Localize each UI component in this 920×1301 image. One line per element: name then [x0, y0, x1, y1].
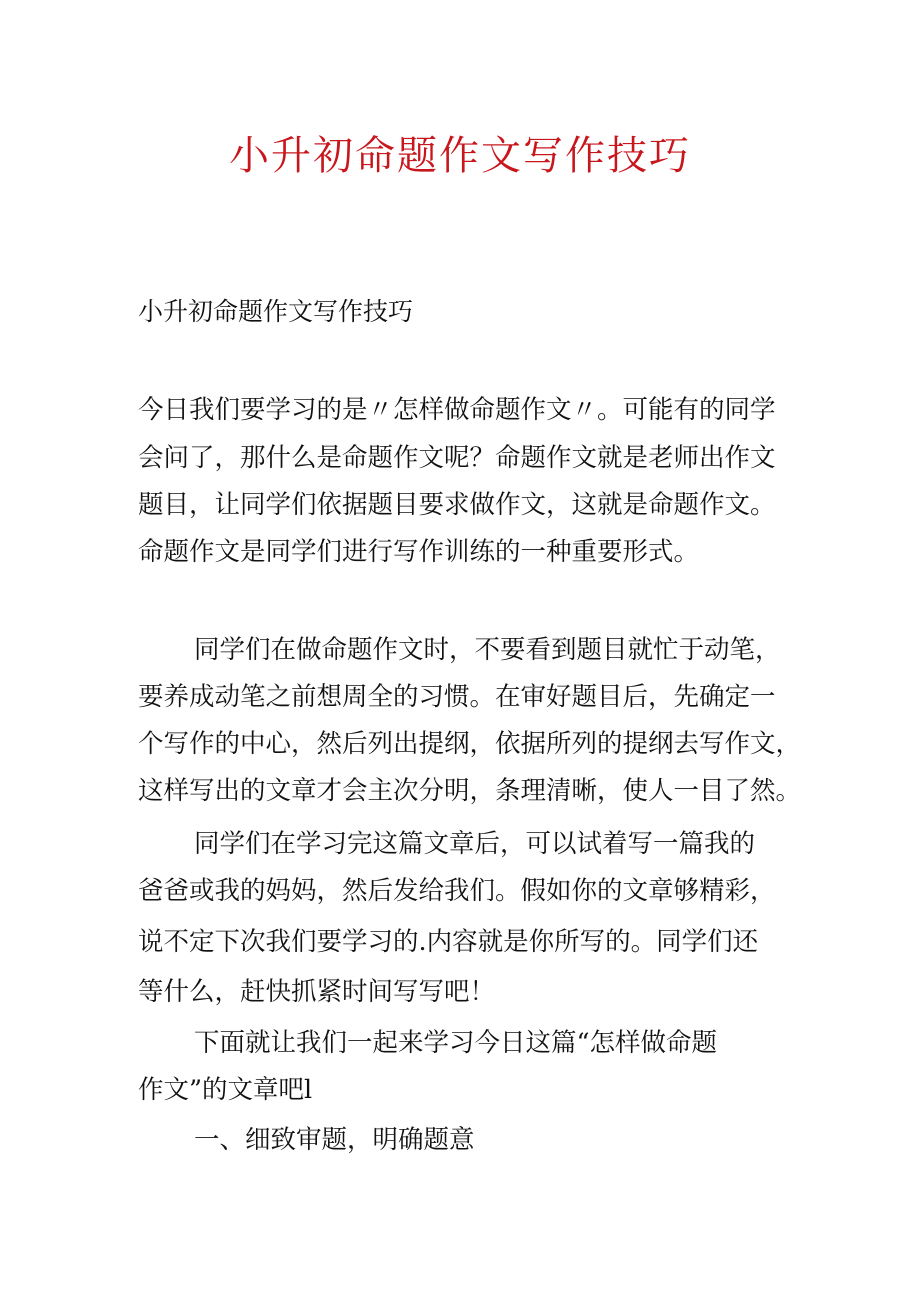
paragraph-line: 同学们在做命题作文时，不要看到题目就忙于动笔， — [194, 635, 781, 665]
paragraph-line: 同学们在学习完这篇文章后，可以试着写一篇我的 — [194, 829, 756, 859]
paragraph-line: 下面就让我们一起来学习今日这篇“怎样做命题 — [194, 1028, 718, 1058]
document-title: 小升初命题作文写作技巧 — [229, 133, 691, 179]
paragraph-line: 等什么，赶快抓紧时间写写吧！ — [138, 977, 496, 1007]
section-heading: 一、细致审题，明确题意 — [194, 1125, 475, 1155]
paragraph-line: 题目，让同学们依据题目要求做作文，这就是命题作文。 — [138, 490, 776, 520]
paragraph-line: 命题作文是同学们进行写作训练的一种重要形式。 — [138, 537, 700, 567]
paragraph-line: 这样写出的文章才会主次分明，条理清晰，使人一目了然。 — [138, 776, 802, 806]
paragraph-line: 要养成动笔之前想周全的习惯。在审好题目后，先确定一 — [138, 682, 776, 712]
paragraph-line: 说不定下次我们要学习的.内容就是你所写的。同学们还 — [138, 927, 759, 957]
paragraph-line: 会问了，那什么是命题作文呢？命题作文就是老师出作文 — [138, 443, 776, 473]
paragraph-line: 作文”的文章吧l — [138, 1075, 313, 1105]
paragraph-line: 爸爸或我的妈妈，然后发给我们。假如你的文章够精彩， — [138, 876, 776, 906]
paragraph-line: 个写作的中心，然后列出提纲，依据所列的提纲去写作文， — [138, 729, 802, 759]
document-subtitle: 小升初命题作文写作技巧 — [138, 297, 414, 326]
paragraph-line: 今日我们要学习的是〃怎样做命题作文〃。可能有的同学 — [138, 395, 776, 425]
